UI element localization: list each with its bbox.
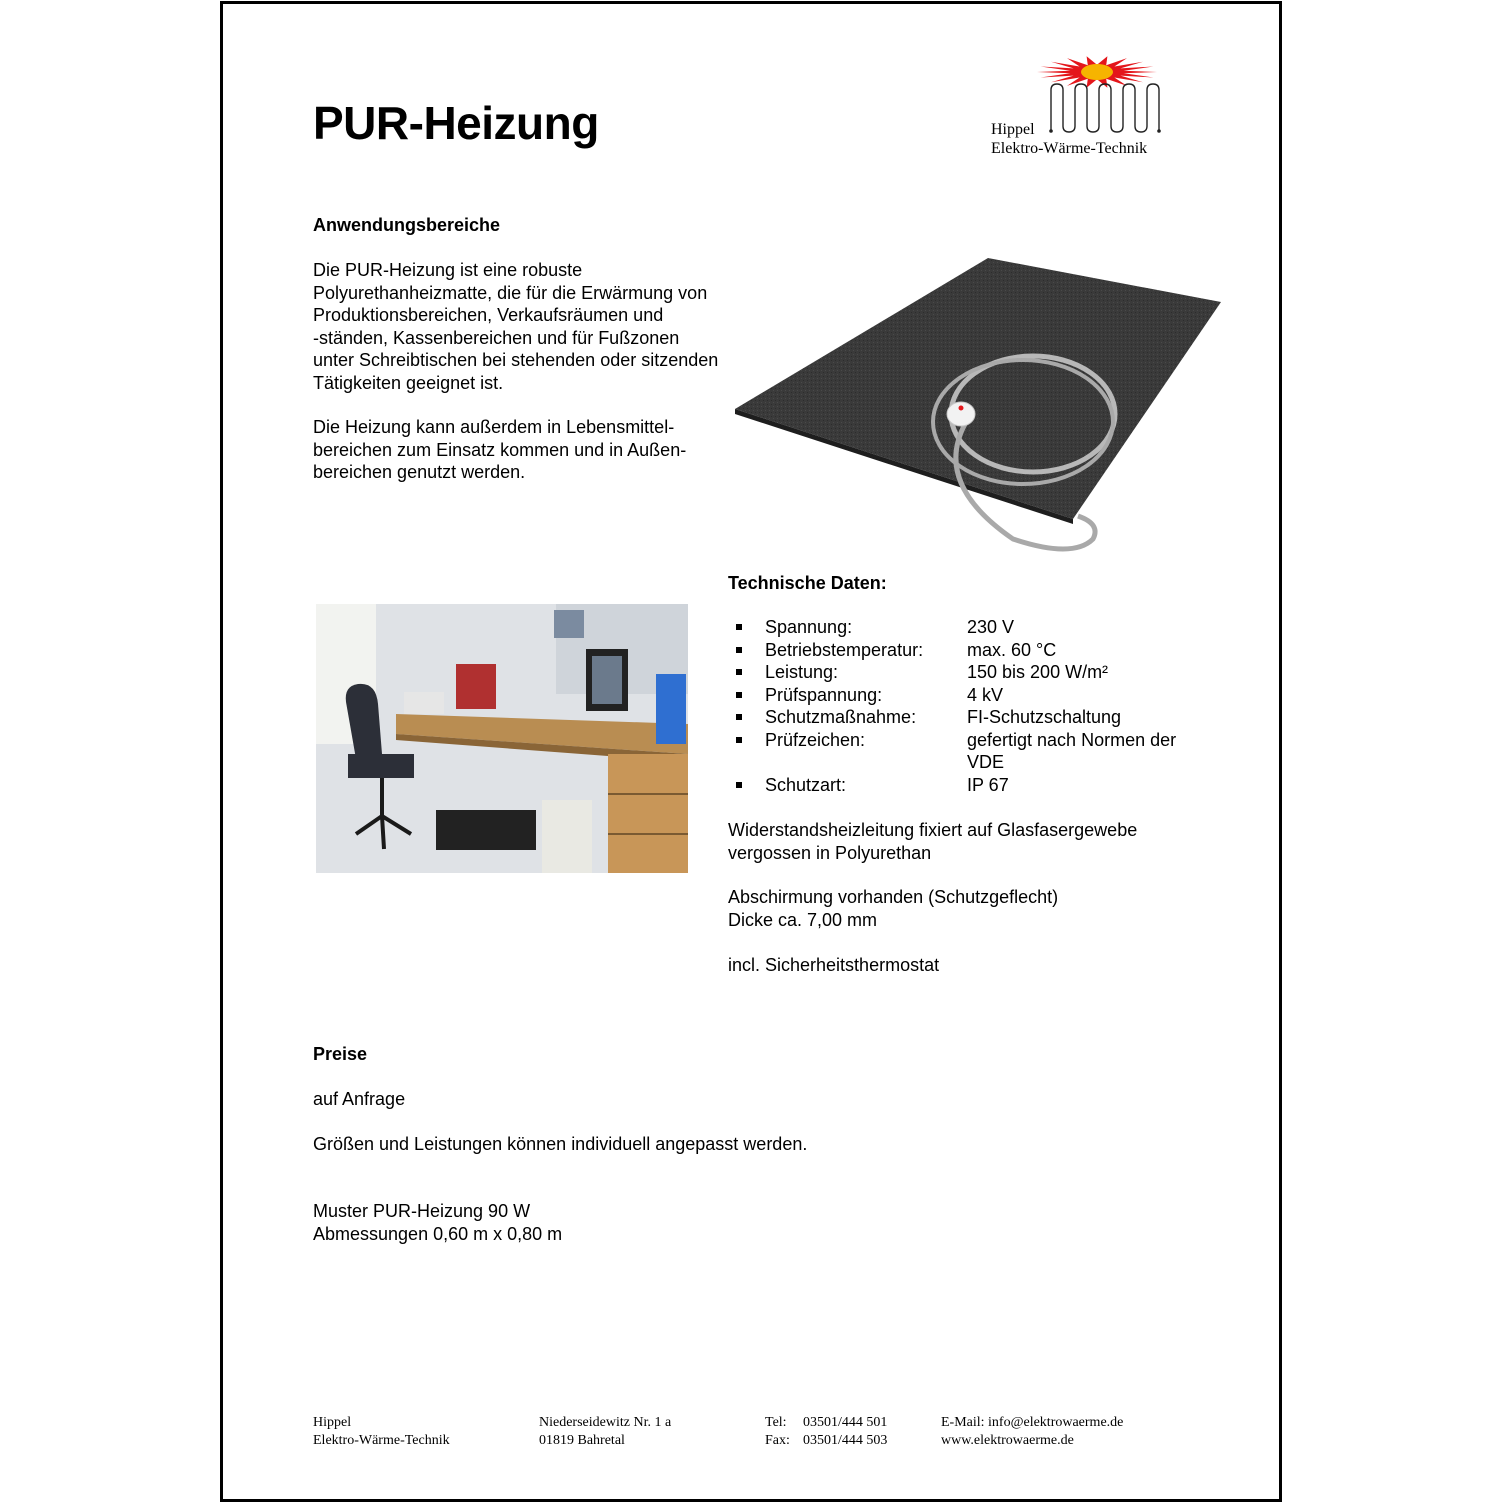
spec-row [728,661,1208,684]
spec-value: FI-Schutzschaltung [967,707,1122,727]
technical-specs-list [728,616,1208,796]
logo-company-subtitle: Elektro-Wärme-Technik [991,140,1148,157]
spec-key: Leistung: [765,662,839,682]
logo-text [991,120,1147,158]
spec-row [728,729,1208,774]
text-line: Tätigkeiten geeignet ist. [313,372,504,393]
technical-note-2 [728,886,1058,931]
footer-website-link[interactable]: www.elektrowaerme.de [941,1433,1074,1448]
spec-row [728,684,1208,707]
application-paragraph-2 [313,416,686,484]
footer-city: 01819 Bahretal [539,1433,625,1448]
sample-name: Muster PUR-Heizung 90 W [313,1201,531,1221]
spec-value: 230 V [967,617,1015,637]
text-line: Die PUR-Heizung ist eine robuste [313,260,583,280]
tel-label: Tel: [765,1415,787,1430]
bullet-icon [728,684,765,707]
footer-email-link[interactable]: E-Mail: info@elektrowaerme.de [941,1415,1124,1430]
spec-value: IP 67 [967,774,1009,795]
text-line: Widerstandsheizleitung fixiert auf Glasfasergewebe [728,820,1138,840]
technical-data-heading: Technische Daten: [728,573,887,593]
bullet-icon [728,661,765,684]
spec-key: Prüfzeichen: [765,729,866,750]
sample-dimensions: Abmessungen 0,60 m x 0,80 m [313,1223,563,1244]
heating-mat-product-image [733,254,1223,569]
fax-label: Fax: [765,1433,790,1448]
text-line: -ständen, Kassenbereichen und für Fußzonen [313,327,680,348]
sample-info [313,1200,562,1245]
spec-key: Schutzmaßnahme: [765,707,917,727]
spec-value: max. 60 °C [967,639,1057,660]
spec-row [728,616,1208,639]
prices-value: auf Anfrage [313,1089,406,1109]
text-line: Polyurethanheizmatte, die für die Erwärmung von [313,282,708,303]
document-page [220,1,1282,1502]
text-line: bereichen genutzt werden. [313,462,526,482]
bullet-icon [728,706,765,729]
text-line: bereichen zum Einsatz kommen und in Außen- [313,439,687,460]
spec-row [728,774,1208,797]
fax-number: 03501/444 503 [803,1433,888,1448]
bullet-icon [728,729,765,774]
spec-value: gefertigt nach Normen der VDE [967,729,1177,772]
spec-key: Prüfspannung: [765,684,883,705]
spec-row [728,706,1208,729]
spec-value: 150 bis 200 W/m² [967,662,1109,682]
footer-contact [941,1414,1123,1450]
office-desk-photo [316,604,688,873]
tel-number[interactable]: 03501/444 501 [803,1415,888,1430]
bullet-icon [728,774,765,797]
text-line: Die Heizung kann außerdem in Lebensmittel- [313,417,675,437]
text-line: vergossen in Polyurethan [728,842,932,863]
application-paragraph-1 [313,259,718,394]
footer-address [539,1414,671,1450]
footer-street: Niederseidewitz Nr. 1 a [539,1415,672,1430]
text-line: Produktionsbereichen, Verkaufsräumen und [313,305,664,325]
logo-company-name: Hippel [991,121,1035,138]
spec-key: Betriebstemperatur: [765,639,924,660]
application-heading: Anwendungsbereiche [313,215,501,235]
prices-heading: Preise [313,1044,368,1064]
page-title: PUR-Heizung [313,97,599,149]
technical-note-3: incl. Sicherheitsthermostat [728,955,940,975]
spec-key: Schutzart: [765,774,847,795]
footer-company-name: Hippel [313,1415,352,1430]
footer-company [313,1414,450,1450]
text-line: Abschirmung vorhanden (Schutzgeflecht) [728,887,1059,907]
bullet-icon [728,616,765,639]
spec-key: Spannung: [765,617,853,637]
technical-note-1 [728,819,1137,864]
footer-company-subtitle: Elektro-Wärme-Technik [313,1433,450,1448]
prices-note: Größen und Leistungen können individuell angepasst werden. [313,1134,808,1154]
bullet-icon [728,639,765,662]
text-line: Dicke ca. 7,00 mm [728,909,878,930]
text-line: unter Schreibtischen bei stehenden oder sitzenden [313,350,719,370]
company-logo [985,48,1165,168]
spec-row [728,639,1208,662]
footer-phone [765,1414,887,1450]
spec-value: 4 kV [967,684,1004,705]
